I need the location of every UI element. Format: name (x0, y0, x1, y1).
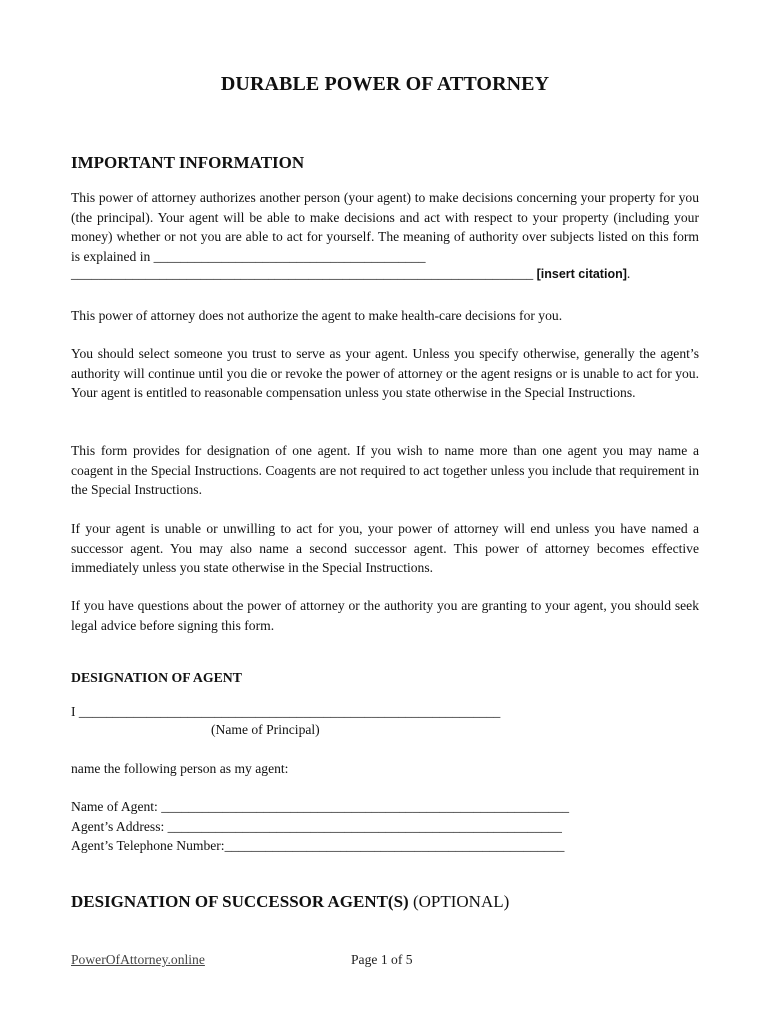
footer-page-number: Page 1 of 5 (351, 952, 413, 967)
paragraph-select-agent: You should select someone you trust to serve as your agent. Unless you specify otherwise, generally the agent’s authority will continue until you die or revoke the power of attorney or the agent resigns or is unable to act for you. Your agent is entitled to reasonable compensation unless you state otherwise in the Special Instructions. (71, 346, 699, 400)
successor-agent-heading (71, 892, 509, 912)
citation-line (71, 266, 699, 282)
paragraph-coagent: This form provides for designation of one agent. If you wish to name more than one agent you may name a coagent in the Special Instructions. Coagents are not required to act together unless you include that requirement in the Special Instructions. (71, 443, 699, 497)
name-following-text: name the following person as my agent: (71, 761, 289, 776)
citation-label: [insert citation] (536, 267, 627, 281)
important-information-heading: IMPORTANT INFORMATION (71, 153, 305, 172)
successor-heading-bold: DESIGNATION OF SUCCESSOR AGENT(S) (71, 892, 409, 911)
paragraph-authorization: This power of attorney authorizes another person (your agent) to make decisions concerning your property for you (the principal). Your agent will be able to make decisions and act with respect to your property (including your money) whether or not you are able to act for yourself. The meaning of authority over subjects listed on this form is explained in ________________________________________ (71, 190, 699, 264)
designation-of-agent-heading: DESIGNATION OF AGENT (71, 670, 242, 685)
paragraph-health-care: This power of attorney does not authorize the agent to make health-care decisions for you. (71, 308, 563, 323)
paragraph-successor-info: If your agent is unable or unwilling to act for you, your power of attorney will end unless you have named a successor agent. You may also name a second successor agent. This power of attorney becomes effective immediately unless you state otherwise in the Special Instructions. (71, 521, 699, 575)
document-title: DURABLE POWER OF ATTORNEY (220, 73, 550, 95)
citation-period: . (626, 266, 631, 281)
footer-site-link[interactable]: PowerOfAttorney.online (71, 952, 205, 967)
principal-caption: (Name of Principal) (211, 722, 320, 737)
principal-name-field[interactable]: I ______________________________________________________________ (71, 704, 501, 719)
agent-address-field[interactable]: Agent’s Address: __________________________________________________________ (71, 819, 562, 834)
paragraph-legal-advice: If you have questions about the power of attorney or the authority you are granting to your agent, you should seek legal advice before signing this form. (71, 598, 699, 633)
citation-blank[interactable]: ____________________________________________________________________ (71, 266, 534, 281)
successor-heading-optional: (OPTIONAL) (408, 892, 510, 911)
agent-phone-field[interactable]: Agent’s Telephone Number:__________________________________________________ (71, 838, 565, 853)
agent-name-field[interactable]: Name of Agent: ____________________________________________________________ (71, 799, 570, 814)
